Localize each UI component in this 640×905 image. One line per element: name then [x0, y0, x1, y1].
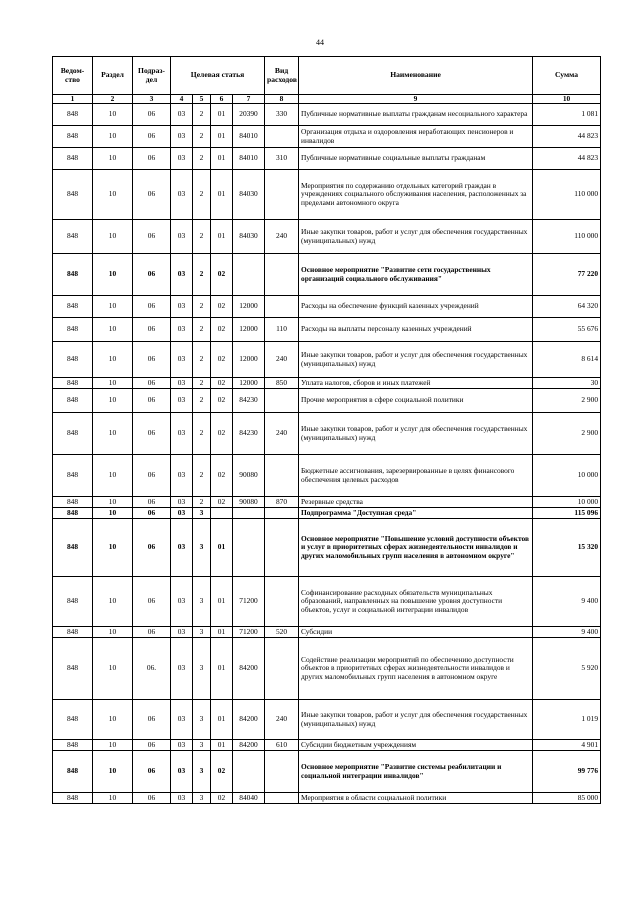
podrazdel-cell: 06	[133, 793, 171, 804]
subprogram-code-cell: 2	[193, 148, 211, 170]
subprogram-code-cell: 3	[193, 700, 211, 740]
razdel-cell: 10	[93, 104, 133, 126]
subprogram-code-cell: 2	[193, 126, 211, 148]
column-number: 5	[193, 95, 211, 104]
sum-cell: 44 823	[533, 126, 601, 148]
sum-cell: 9 400	[533, 627, 601, 638]
razdel-cell: 10	[93, 126, 133, 148]
vedomstvo-cell: 848	[53, 455, 93, 497]
sum-cell: 15 320	[533, 519, 601, 577]
sum-cell: 5 920	[533, 638, 601, 700]
name-cell: Подпрограмма "Доступная среда"	[299, 508, 533, 519]
program-code-cell: 03	[171, 700, 193, 740]
column-numbers-row	[53, 95, 601, 104]
vedomstvo-cell: 848	[53, 296, 93, 318]
direction-code-cell: 84030	[233, 220, 265, 254]
expense-type-cell: 240	[265, 700, 299, 740]
podrazdel-cell: 06	[133, 220, 171, 254]
subprogram-code-cell: 3	[193, 793, 211, 804]
event-code-cell: 02	[211, 342, 233, 378]
vedomstvo-cell: 848	[53, 577, 93, 627]
event-code-cell: 02	[211, 318, 233, 342]
header-summa: Сумма	[533, 57, 601, 95]
name-cell: Резервные средства	[299, 497, 533, 508]
program-code-cell: 03	[171, 342, 193, 378]
razdel-cell: 10	[93, 389, 133, 413]
program-code-cell: 03	[171, 389, 193, 413]
expense-type-cell	[265, 170, 299, 220]
vedomstvo-cell: 848	[53, 389, 93, 413]
sum-cell: 115 096	[533, 508, 601, 519]
podrazdel-cell: 06	[133, 104, 171, 126]
subprogram-code-cell: 3	[193, 627, 211, 638]
program-code-cell: 03	[171, 148, 193, 170]
vedomstvo-cell: 848	[53, 740, 93, 751]
expense-type-cell: 310	[265, 148, 299, 170]
direction-code-cell	[233, 508, 265, 519]
sum-cell: 85 000	[533, 793, 601, 804]
table-row	[53, 455, 601, 497]
podrazdel-cell: 06	[133, 577, 171, 627]
name-cell: Мероприятия в области социальной политики	[299, 793, 533, 804]
expense-type-cell: 110	[265, 318, 299, 342]
direction-code-cell	[233, 254, 265, 296]
vedomstvo-cell: 848	[53, 318, 93, 342]
table-row	[53, 627, 601, 638]
vedomstvo-cell: 848	[53, 342, 93, 378]
razdel-cell: 10	[93, 318, 133, 342]
column-number: 10	[533, 95, 601, 104]
table-row	[53, 148, 601, 170]
event-code-cell: 02	[211, 296, 233, 318]
direction-code-cell: 12000	[233, 378, 265, 389]
header-podrazdel: Подраз-дел	[133, 57, 171, 95]
sum-cell: 2 900	[533, 413, 601, 455]
name-cell: Иные закупки товаров, работ и услуг для обеспечения государственных (муниципальных) нужд	[299, 413, 533, 455]
name-cell: Субсидии	[299, 627, 533, 638]
table-row	[53, 254, 601, 296]
header-celevaya-statya: Целевая статья	[171, 57, 265, 95]
razdel-cell: 10	[93, 700, 133, 740]
vedomstvo-cell: 848	[53, 508, 93, 519]
event-code-cell	[211, 508, 233, 519]
event-code-cell: 01	[211, 170, 233, 220]
table-row	[53, 318, 601, 342]
sum-cell: 8 614	[533, 342, 601, 378]
expense-type-cell	[265, 508, 299, 519]
table-row	[53, 577, 601, 627]
expense-type-cell	[265, 793, 299, 804]
vedomstvo-cell: 848	[53, 254, 93, 296]
sum-cell: 64 320	[533, 296, 601, 318]
program-code-cell: 03	[171, 751, 193, 793]
direction-code-cell: 12000	[233, 318, 265, 342]
direction-code-cell: 84010	[233, 126, 265, 148]
event-code-cell: 01	[211, 700, 233, 740]
column-number: 4	[171, 95, 193, 104]
expense-type-cell	[265, 638, 299, 700]
program-code-cell: 03	[171, 318, 193, 342]
subprogram-code-cell: 3	[193, 638, 211, 700]
event-code-cell: 01	[211, 148, 233, 170]
name-cell: Мероприятия по содержанию отдельных категорий граждан в учреждениях социального обслуживания населения, расположенных за пределами автономного округа	[299, 170, 533, 220]
table-row	[53, 508, 601, 519]
name-cell: Содействие реализации мероприятий по обеспечению доступности объектов в приоритетных сферах жизнедеятельности инвалидов и других маломобильных групп населения в автономном округе	[299, 638, 533, 700]
program-code-cell: 03	[171, 638, 193, 700]
subprogram-code-cell: 2	[193, 170, 211, 220]
subprogram-code-cell: 3	[193, 519, 211, 577]
razdel-cell: 10	[93, 508, 133, 519]
table-body	[53, 104, 601, 804]
sum-cell: 77 220	[533, 254, 601, 296]
name-cell: Публичные нормативные социальные выплаты гражданам	[299, 148, 533, 170]
vedomstvo-cell: 848	[53, 638, 93, 700]
podrazdel-cell: 06	[133, 700, 171, 740]
expense-type-cell	[265, 254, 299, 296]
table-row	[53, 378, 601, 389]
podrazdel-cell: 06	[133, 455, 171, 497]
sum-cell: 1 019	[533, 700, 601, 740]
header-naimenovanie: Наименование	[299, 57, 533, 95]
name-cell: Бюджетные ассигнования, зарезервированные в целях финансового обеспечения целевых расходов	[299, 455, 533, 497]
table-row	[53, 220, 601, 254]
sum-cell: 10 000	[533, 497, 601, 508]
subprogram-code-cell: 3	[193, 508, 211, 519]
name-cell: Основное мероприятие "Повышение условий доступности объектов и услуг в приоритетных сферах жизнедеятельности инвалидов и других маломобильных групп населения в автономном округе"	[299, 519, 533, 577]
sum-cell: 55 676	[533, 318, 601, 342]
podrazdel-cell: 06	[133, 296, 171, 318]
expense-type-cell	[265, 389, 299, 413]
column-number: 6	[211, 95, 233, 104]
vedomstvo-cell: 848	[53, 793, 93, 804]
razdel-cell: 10	[93, 296, 133, 318]
program-code-cell: 03	[171, 793, 193, 804]
vedomstvo-cell: 848	[53, 378, 93, 389]
vedomstvo-cell: 848	[53, 413, 93, 455]
vedomstvo-cell: 848	[53, 519, 93, 577]
direction-code-cell: 84200	[233, 700, 265, 740]
expense-type-cell	[265, 577, 299, 627]
subprogram-code-cell: 2	[193, 104, 211, 126]
podrazdel-cell: 06	[133, 378, 171, 389]
event-code-cell: 01	[211, 519, 233, 577]
subprogram-code-cell: 2	[193, 389, 211, 413]
name-cell: Прочие мероприятия в сфере социальной политики	[299, 389, 533, 413]
table-row	[53, 170, 601, 220]
program-code-cell: 03	[171, 254, 193, 296]
sum-cell: 44 823	[533, 148, 601, 170]
expense-type-cell: 240	[265, 220, 299, 254]
podrazdel-cell: 06	[133, 318, 171, 342]
direction-code-cell: 90080	[233, 455, 265, 497]
event-code-cell: 02	[211, 751, 233, 793]
direction-code-cell: 71200	[233, 577, 265, 627]
razdel-cell: 10	[93, 519, 133, 577]
razdel-cell: 10	[93, 793, 133, 804]
event-code-cell: 02	[211, 413, 233, 455]
name-cell: Публичные нормативные выплаты гражданам несоциального характера	[299, 104, 533, 126]
vedomstvo-cell: 848	[53, 751, 93, 793]
subprogram-code-cell: 2	[193, 254, 211, 296]
table-row	[53, 519, 601, 577]
razdel-cell: 10	[93, 751, 133, 793]
header-vid-raskhodov: Вид расходов	[265, 57, 299, 95]
event-code-cell: 01	[211, 126, 233, 148]
sum-cell: 4 901	[533, 740, 601, 751]
name-cell: Расходы на выплаты персоналу казенных учреждений	[299, 318, 533, 342]
expense-type-cell: 330	[265, 104, 299, 126]
vedomstvo-cell: 848	[53, 220, 93, 254]
podrazdel-cell: 06	[133, 627, 171, 638]
subprogram-code-cell: 2	[193, 455, 211, 497]
table-row	[53, 751, 601, 793]
table-row	[53, 793, 601, 804]
podrazdel-cell: 06	[133, 508, 171, 519]
vedomstvo-cell: 848	[53, 126, 93, 148]
expense-type-cell: 870	[265, 497, 299, 508]
event-code-cell: 01	[211, 627, 233, 638]
event-code-cell: 01	[211, 220, 233, 254]
vedomstvo-cell: 848	[53, 627, 93, 638]
table-row	[53, 104, 601, 126]
subprogram-code-cell: 3	[193, 577, 211, 627]
program-code-cell: 03	[171, 577, 193, 627]
program-code-cell: 03	[171, 378, 193, 389]
subprogram-code-cell: 3	[193, 740, 211, 751]
podrazdel-cell: 06	[133, 413, 171, 455]
sum-cell: 10 000	[533, 455, 601, 497]
event-code-cell: 02	[211, 254, 233, 296]
razdel-cell: 10	[93, 148, 133, 170]
event-code-cell: 02	[211, 378, 233, 389]
event-code-cell: 02	[211, 389, 233, 413]
sum-cell: 2 900	[533, 389, 601, 413]
podrazdel-cell: 06.	[133, 638, 171, 700]
name-cell: Расходы на обеспечение функций казенных учреждений	[299, 296, 533, 318]
table-row	[53, 126, 601, 148]
program-code-cell: 03	[171, 740, 193, 751]
vedomstvo-cell: 848	[53, 104, 93, 126]
podrazdel-cell: 06	[133, 254, 171, 296]
column-number: 2	[93, 95, 133, 104]
razdel-cell: 10	[93, 220, 133, 254]
direction-code-cell: 71200	[233, 627, 265, 638]
header-razdel: Раздел	[93, 57, 133, 95]
column-number: 3	[133, 95, 171, 104]
program-code-cell: 03	[171, 170, 193, 220]
razdel-cell: 10	[93, 378, 133, 389]
expense-type-cell	[265, 126, 299, 148]
subprogram-code-cell: 2	[193, 342, 211, 378]
program-code-cell: 03	[171, 508, 193, 519]
razdel-cell: 10	[93, 254, 133, 296]
program-code-cell: 03	[171, 296, 193, 318]
program-code-cell: 03	[171, 220, 193, 254]
name-cell: Софинансирование расходных обязательств муниципальных образований, направленных на повышение уровня доступности объектов, услуг и социальной интеграции инвалидов	[299, 577, 533, 627]
event-code-cell: 02	[211, 455, 233, 497]
subprogram-code-cell: 3	[193, 751, 211, 793]
column-number: 8	[265, 95, 299, 104]
column-number: 9	[299, 95, 533, 104]
name-cell: Организация отдыха и оздоровления неработающих пенсионеров и инвалидов	[299, 126, 533, 148]
expense-type-cell: 240	[265, 342, 299, 378]
program-code-cell: 03	[171, 455, 193, 497]
name-cell: Иные закупки товаров, работ и услуг для обеспечения государственных (муниципальных) нужд	[299, 700, 533, 740]
table-row	[53, 497, 601, 508]
razdel-cell: 10	[93, 455, 133, 497]
sum-cell: 30	[533, 378, 601, 389]
name-cell: Основное мероприятие "Развитие сети государственных организаций социального обслуживания"	[299, 254, 533, 296]
direction-code-cell	[233, 751, 265, 793]
page-number: 44	[316, 38, 324, 47]
direction-code-cell: 84030	[233, 170, 265, 220]
column-number: 1	[53, 95, 93, 104]
vedomstvo-cell: 848	[53, 148, 93, 170]
name-cell: Иные закупки товаров, работ и услуг для обеспечения государственных (муниципальных) нужд	[299, 342, 533, 378]
subprogram-code-cell: 2	[193, 378, 211, 389]
podrazdel-cell: 06	[133, 148, 171, 170]
expense-type-cell: 240	[265, 413, 299, 455]
name-cell: Уплата налогов, сборов и иных платежей	[299, 378, 533, 389]
name-cell: Иные закупки товаров, работ и услуг для обеспечения государственных (муниципальных) нужд	[299, 220, 533, 254]
table-row	[53, 342, 601, 378]
vedomstvo-cell: 848	[53, 700, 93, 740]
expense-type-cell: 850	[265, 378, 299, 389]
razdel-cell: 10	[93, 627, 133, 638]
sum-cell: 99 776	[533, 751, 601, 793]
program-code-cell: 03	[171, 104, 193, 126]
expense-type-cell: 610	[265, 740, 299, 751]
program-code-cell: 03	[171, 413, 193, 455]
direction-code-cell: 12000	[233, 342, 265, 378]
event-code-cell: 02	[211, 497, 233, 508]
subprogram-code-cell: 2	[193, 220, 211, 254]
podrazdel-cell: 06	[133, 519, 171, 577]
event-code-cell: 01	[211, 104, 233, 126]
podrazdel-cell: 06	[133, 751, 171, 793]
event-code-cell: 02	[211, 793, 233, 804]
table-row	[53, 296, 601, 318]
sum-cell: 1 081	[533, 104, 601, 126]
program-code-cell: 03	[171, 519, 193, 577]
direction-code-cell: 20390	[233, 104, 265, 126]
razdel-cell: 10	[93, 577, 133, 627]
subprogram-code-cell: 2	[193, 497, 211, 508]
vedomstvo-cell: 848	[53, 497, 93, 508]
podrazdel-cell: 06	[133, 497, 171, 508]
razdel-cell: 10	[93, 170, 133, 220]
expense-type-cell	[265, 519, 299, 577]
header-row	[53, 57, 601, 95]
direction-code-cell: 12000	[233, 296, 265, 318]
header-vedomstvo: Ведом-ство	[53, 57, 93, 95]
name-cell: Субсидии бюджетным учреждениям	[299, 740, 533, 751]
name-cell: Основное мероприятие "Развитие системы реабилитации и социальной интеграции инвалидов"	[299, 751, 533, 793]
direction-code-cell: 84230	[233, 413, 265, 455]
podrazdel-cell: 06	[133, 126, 171, 148]
expense-type-cell	[265, 455, 299, 497]
table-row	[53, 389, 601, 413]
razdel-cell: 10	[93, 638, 133, 700]
program-code-cell: 03	[171, 126, 193, 148]
expense-type-cell: 520	[265, 627, 299, 638]
sum-cell: 110 000	[533, 220, 601, 254]
direction-code-cell: 84040	[233, 793, 265, 804]
razdel-cell: 10	[93, 497, 133, 508]
sum-cell: 110 000	[533, 170, 601, 220]
table-row	[53, 638, 601, 700]
program-code-cell: 03	[171, 627, 193, 638]
direction-code-cell	[233, 519, 265, 577]
event-code-cell: 01	[211, 740, 233, 751]
budget-table	[52, 56, 601, 804]
direction-code-cell: 90080	[233, 497, 265, 508]
podrazdel-cell: 06	[133, 342, 171, 378]
event-code-cell: 01	[211, 638, 233, 700]
expense-type-cell	[265, 296, 299, 318]
razdel-cell: 10	[93, 342, 133, 378]
direction-code-cell: 84200	[233, 740, 265, 751]
sum-cell: 9 400	[533, 577, 601, 627]
subprogram-code-cell: 2	[193, 296, 211, 318]
vedomstvo-cell: 848	[53, 170, 93, 220]
subprogram-code-cell: 2	[193, 413, 211, 455]
table-row	[53, 700, 601, 740]
podrazdel-cell: 06	[133, 389, 171, 413]
subprogram-code-cell: 2	[193, 318, 211, 342]
direction-code-cell: 84010	[233, 148, 265, 170]
direction-code-cell: 84230	[233, 389, 265, 413]
podrazdel-cell: 06	[133, 740, 171, 751]
table-row	[53, 740, 601, 751]
program-code-cell: 03	[171, 497, 193, 508]
expense-type-cell	[265, 751, 299, 793]
column-number: 7	[233, 95, 265, 104]
event-code-cell: 01	[211, 577, 233, 627]
table-row	[53, 413, 601, 455]
direction-code-cell: 84200	[233, 638, 265, 700]
razdel-cell: 10	[93, 740, 133, 751]
podrazdel-cell: 06	[133, 170, 171, 220]
razdel-cell: 10	[93, 413, 133, 455]
